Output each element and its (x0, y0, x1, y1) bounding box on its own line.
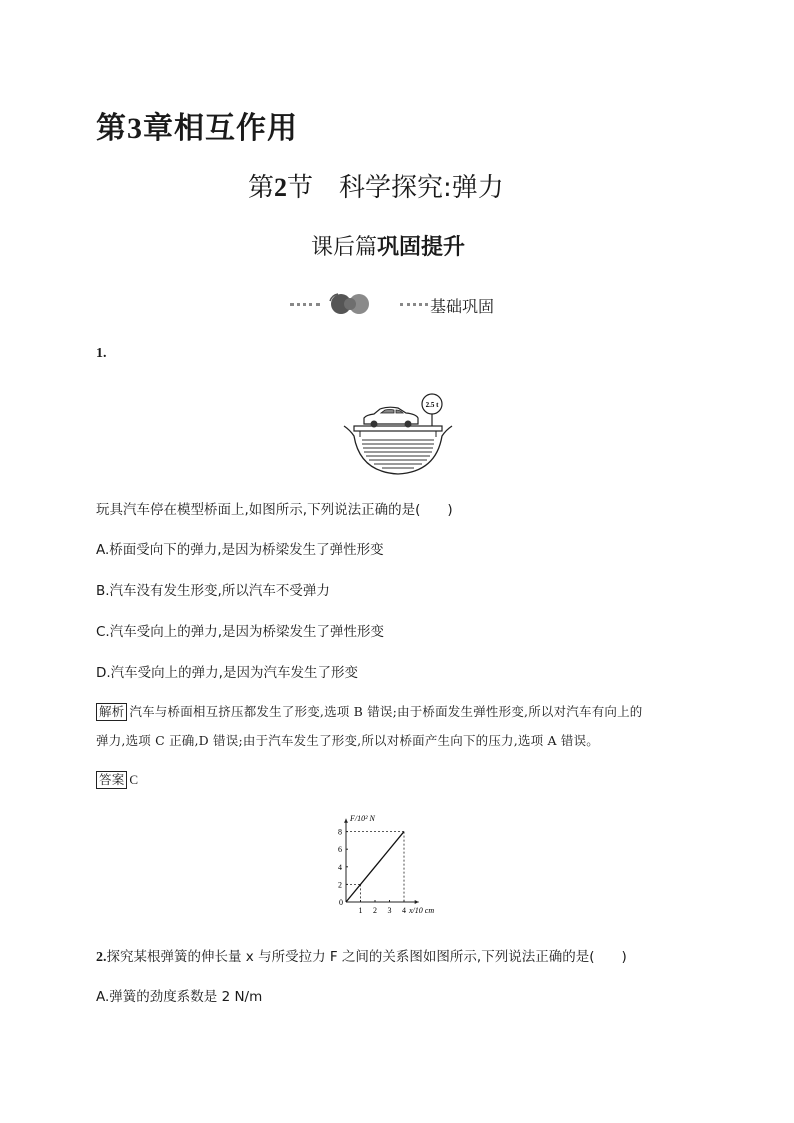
chapter-prefix: 第 (96, 111, 127, 146)
bridge-car-figure (340, 390, 456, 478)
explanation-tag: 解析 (96, 703, 127, 721)
question-2-option-a: A.弹簧的劲度系数是 2 N/m (96, 989, 263, 1005)
section-suffix: 节 (287, 173, 314, 203)
section-prefix: 第 (248, 173, 275, 203)
y-axis-label: F/10² N (350, 813, 375, 823)
subtitle-bold: 巩固提升 (377, 235, 466, 260)
page-subtitle (311, 230, 465, 261)
answer-value: C (129, 772, 139, 787)
sign-label: 2.5 t (425, 401, 439, 409)
dotted-line-right (400, 303, 428, 310)
x-tick-label: 2 (373, 906, 377, 915)
level-bar (290, 292, 520, 320)
subtitle-plain: 课后篇 (311, 235, 378, 260)
spring-force-chart (330, 812, 460, 918)
question-1-explanation-line-2: 弹力,选项 C 正确,D 错误;由于汽车发生了形变,所以对桥面产生向下的压力,选项 A 错误。 (96, 733, 599, 748)
y-axis-arrow (344, 819, 348, 823)
question-1-option-b: B.汽车没有发生形变,所以汽车不受弹力 (96, 583, 330, 599)
question-1-explanation-line-1 (96, 702, 643, 721)
question-2-stem (96, 945, 627, 966)
dotted-line-left (290, 303, 320, 310)
chapter-title (96, 103, 298, 147)
question-1-stem: 玩具汽车停在模型桥面上,如图所示,下列说法正确的是( ) (96, 502, 453, 518)
chapter-suffix: 章相互作用 (143, 111, 298, 146)
data-line (346, 832, 404, 902)
question-1-number: 1. (96, 346, 107, 361)
x-axis-label: x/10 cm (409, 906, 435, 915)
y-tick-label: 2 (338, 880, 342, 890)
question-1-answer (96, 771, 138, 789)
x-tick-label: 1 (358, 906, 363, 915)
question-1-option-a: A.桥面受向下的弹力,是因为桥梁发生了弹性形变 (96, 542, 384, 558)
section-name: 科学探究:弹力 (339, 173, 504, 203)
x-axis-arrow (415, 900, 419, 904)
question-1-option-d: D.汽车受向上的弹力,是因为汽车发生了形变 (96, 665, 358, 681)
x-tick-label: 3 (387, 906, 392, 915)
question-2-number: 2. (96, 950, 107, 965)
answer-tag: 答案 (96, 771, 127, 789)
x-tick-label: 4 (402, 906, 406, 915)
explanation-text-1: 汽车与桥面相互挤压都发生了形变,选项 B 错误;由于桥面发生弹性形变,所以对汽车有向上的 (129, 704, 643, 719)
level-circles-icon (328, 293, 372, 315)
level-label: 基础巩固 (430, 297, 495, 316)
y-tick-label: 8 (338, 827, 342, 837)
section-number: 2 (274, 173, 288, 202)
origin-label: 0 (339, 898, 343, 907)
section-title (248, 167, 504, 204)
y-tick-label: 4 (338, 862, 342, 872)
chapter-number: 3 (127, 112, 143, 145)
question-1-option-c: C.汽车受向上的弹力,是因为桥梁发生了弹性形变 (96, 624, 385, 640)
y-tick-label: 6 (338, 845, 342, 855)
question-2-stem-text: 探究某根弹簧的伸长量 x 与所受拉力 F 之间的关系图如图所示,下列说法正确的是( ) (106, 949, 627, 965)
